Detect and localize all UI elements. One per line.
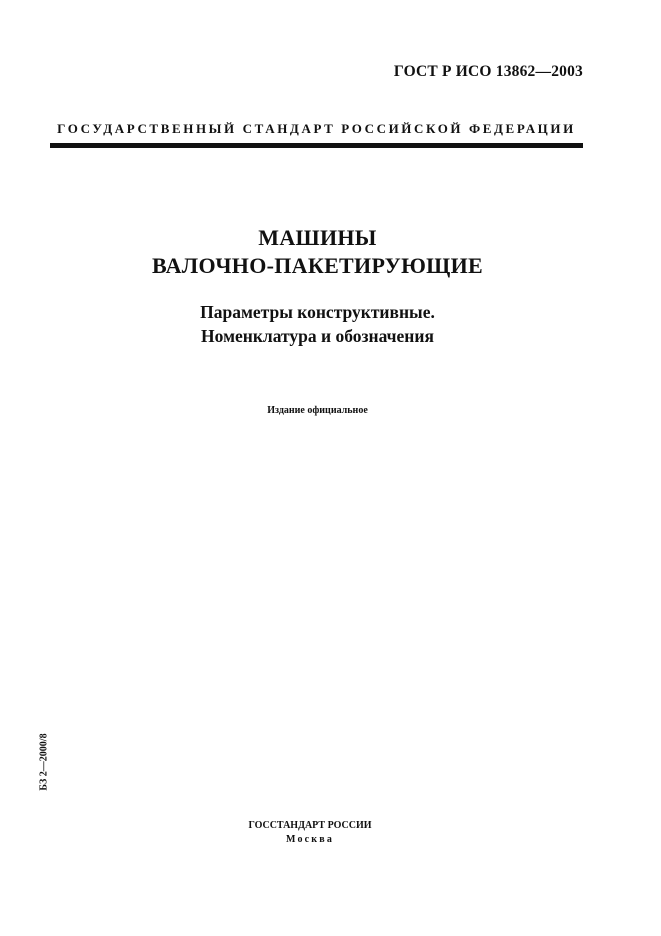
subtitle [60,300,575,348]
main-title-line-2: ВАЛОЧНО-ПАКЕТИРУЮЩИЕ [152,253,483,278]
state-standard-heading: ГОСУДАРСТВЕННЫЙ СТАНДАРТ РОССИЙСКОЙ ФЕДЕРАЦИИ [57,121,576,136]
publisher-block [160,819,460,847]
subtitle-line-2: Номенклатура и обозначения [201,326,434,346]
publisher-city: Москва [285,834,335,845]
subtitle-line-1: Параметры конструктивные. [200,302,435,322]
main-title [60,224,575,280]
side-catalog-code: БЗ 2—2000/8 [38,733,50,791]
main-title-line-1: МАШИНЫ [258,225,377,250]
edition-note: Издание официальное [267,405,368,416]
document-number: ГОСТ Р ИСО 13862—2003 [393,63,583,80]
publisher-name: ГОССТАНДАРТ РОССИИ [248,820,372,831]
header-rule-divider [50,143,583,148]
